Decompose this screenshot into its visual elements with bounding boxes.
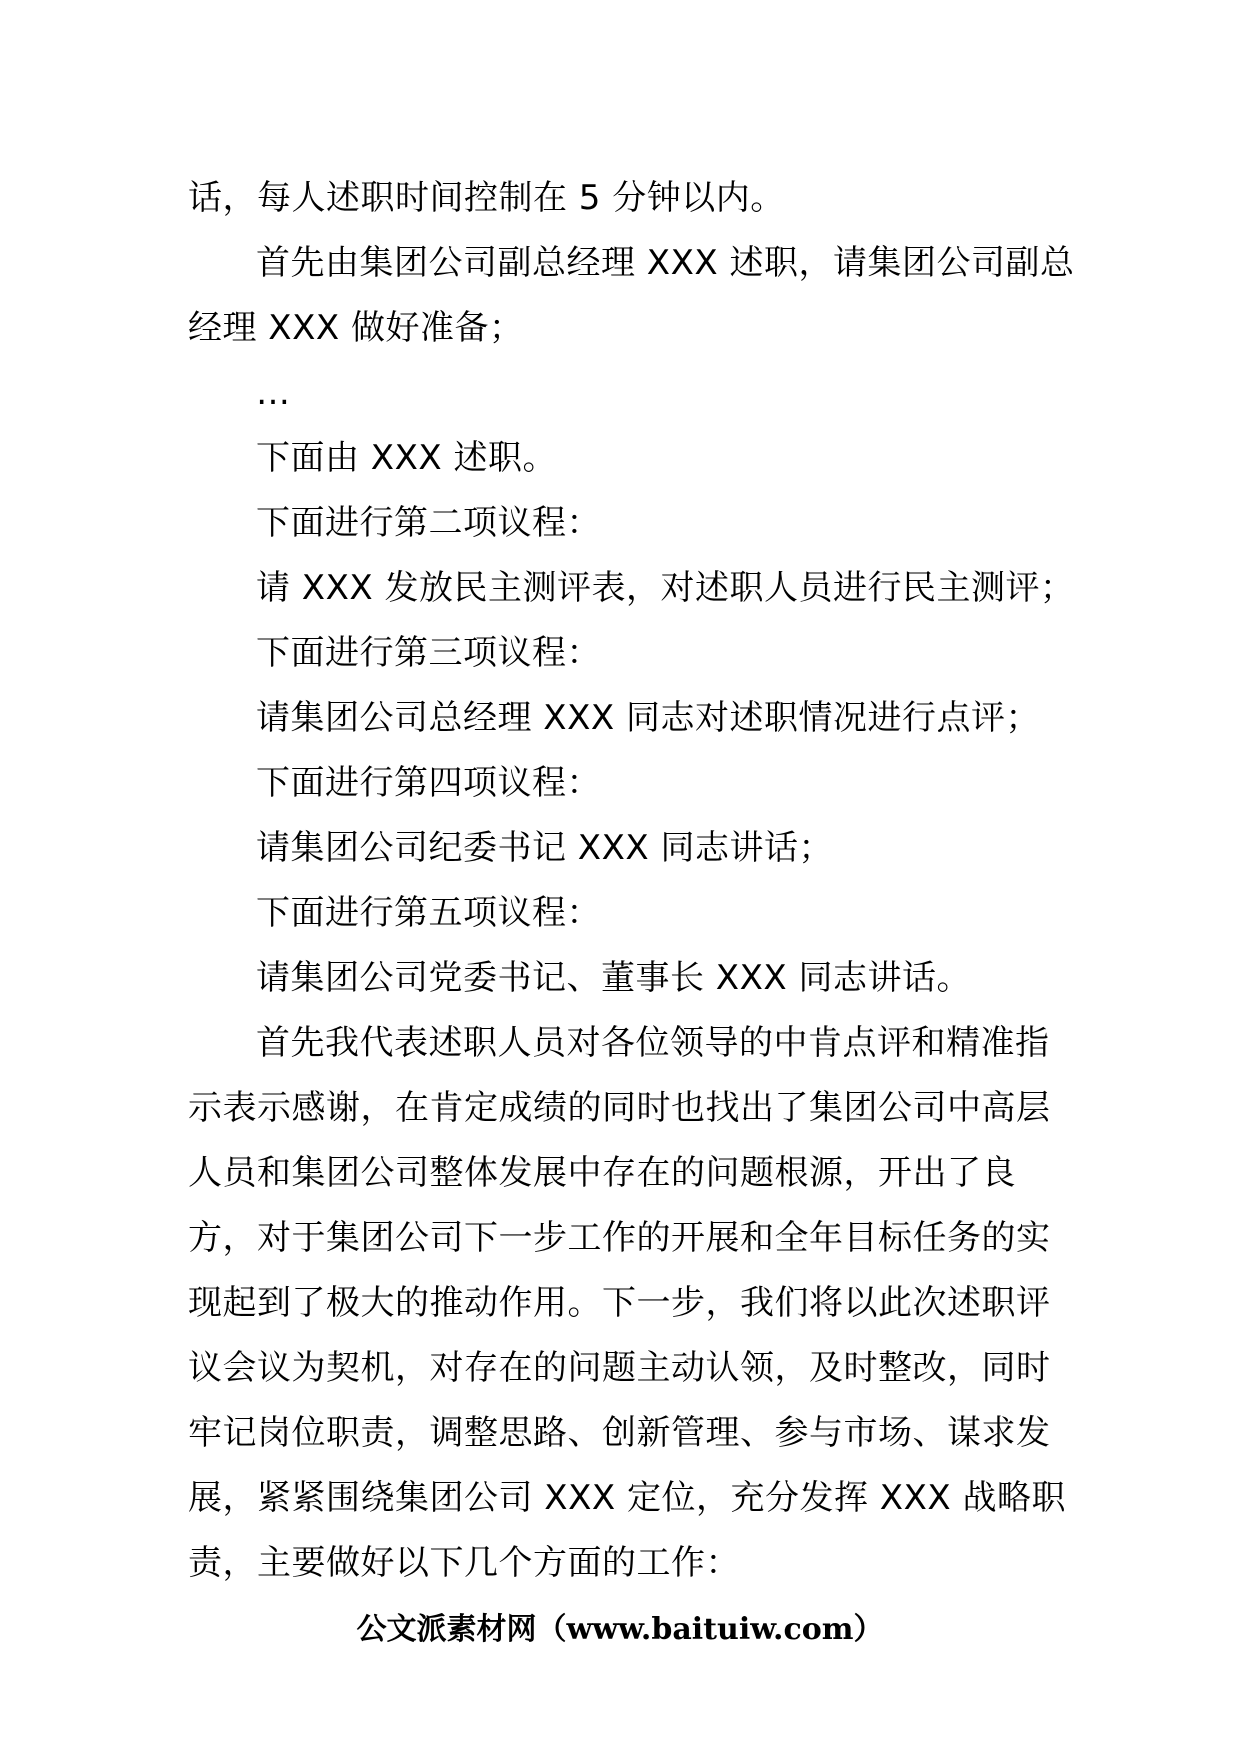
text-line: 请 XXX 发放民主测评表，对述职人员进行民主测评； [256, 568, 1075, 608]
text-line: 展，紧紧围绕集团公司 XXX 定位，充分发挥 XXX 战略职 [188, 1478, 1066, 1518]
text-line: 示表示感谢，在肯定成绩的同时也找出了集团公司中高层 [188, 1088, 1051, 1128]
text-line: 话，每人述职时间控制在 5 分钟以内。 [188, 178, 785, 218]
text-line: 牢记岗位职责，调整思路、创新管理、参与市场、谋求发 [188, 1413, 1051, 1453]
text-line: 下面进行第二项议程： [256, 503, 601, 543]
text-line: 下面进行第五项议程： [256, 893, 601, 933]
text-line: 经理 XXX 做好准备； [188, 308, 524, 348]
text-line: 现起到了极大的推动作用。下一步，我们将以此次述职评 [188, 1283, 1051, 1323]
text-line: 下面进行第四项议程： [256, 763, 601, 803]
text-line: 议会议为契机，对存在的问题主动认领，及时整改，同时 [188, 1348, 1051, 1388]
document-body [188, 166, 1075, 1596]
text-line: … [256, 373, 291, 413]
text-line: 请集团公司纪委书记 XXX 同志讲话； [256, 828, 833, 868]
text-line: 请集团公司党委书记、董事长 XXX 同志讲话。 [256, 958, 971, 998]
text-line: 首先我代表述职人员对各位领导的中肯点评和精准指 [256, 1023, 1050, 1063]
text-line: 首先由集团公司副总经理 XXX 述职，请集团公司副总 [256, 243, 1075, 283]
text-line: 请集团公司总经理 XXX 同志对述职情况进行点评； [256, 698, 1040, 738]
text-line: 人员和集团公司整体发展中存在的问题根源，开出了良 [188, 1153, 1016, 1193]
footer-watermark: 公文派素材网（www.baituiw.com） [356, 1612, 884, 1647]
text-line: 责，主要做好以下几个方面的工作： [188, 1543, 740, 1583]
text-line: 方，对于集团公司下一步工作的开展和全年目标任务的实 [188, 1218, 1051, 1258]
text-line: 下面进行第三项议程： [256, 633, 601, 673]
text-line: 下面由 XXX 述职。 [256, 438, 557, 478]
